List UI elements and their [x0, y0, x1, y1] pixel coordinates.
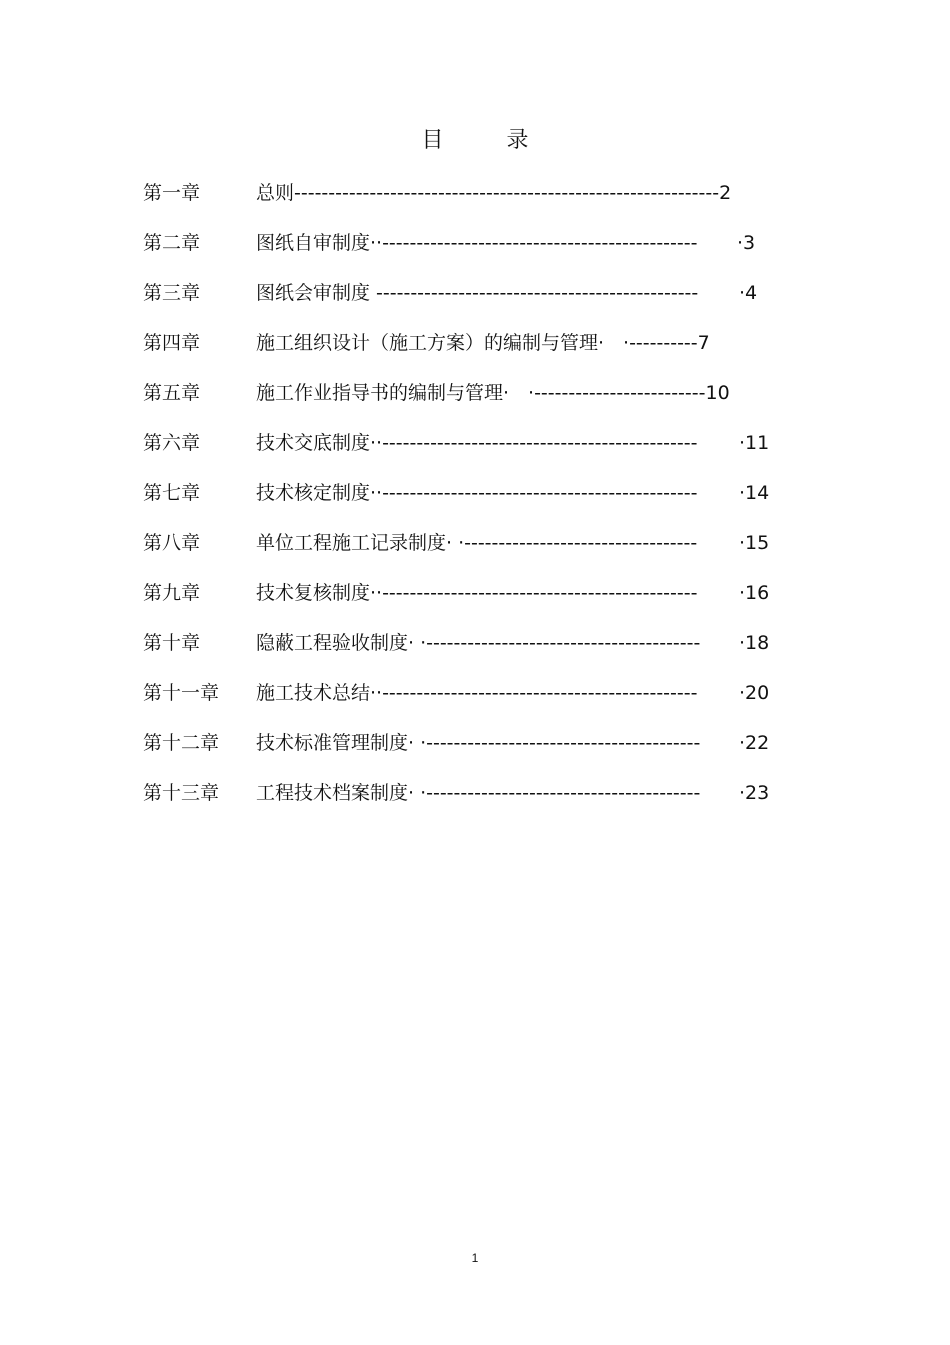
toc-entry: 图纸自审制度··----------------------------------------------: [256, 232, 698, 254]
toc-chapter: 第十章: [143, 632, 201, 654]
toc-chapter: 第九章: [143, 582, 201, 604]
toc-row: [143, 726, 783, 776]
toc-entry: 施工组织设计（施工方案）的编制与管理· ·----------7: [256, 332, 710, 354]
toc-chapter: 第四章: [143, 332, 201, 354]
toc-row: [143, 526, 783, 576]
toc-row: [143, 476, 783, 526]
toc-row: [143, 326, 783, 376]
toc-row: [143, 276, 783, 326]
toc-chapter: 第六章: [143, 432, 201, 454]
toc-row: [143, 776, 783, 826]
toc-chapter: 第八章: [143, 532, 201, 554]
toc-page: ·3: [737, 232, 756, 254]
toc-chapter: 第十三章: [143, 782, 220, 804]
toc-page: ·4: [739, 282, 758, 304]
toc-entry: 单位工程施工记录制度· ·----------------------------------: [256, 532, 698, 554]
toc-page: ·23: [739, 782, 770, 804]
toc-entry: 技术交底制度··----------------------------------------------: [256, 432, 698, 454]
toc-entry: 图纸会审制度 -----------------------------------------------: [256, 282, 699, 304]
toc-list: [143, 176, 783, 826]
toc-page: ·22: [739, 732, 770, 754]
toc-row: [143, 676, 783, 726]
toc-entry: 施工作业指导书的编制与管理· ·-------------------------10: [256, 382, 730, 404]
toc-chapter: 第十一章: [143, 682, 220, 704]
toc-entry: 技术核定制度··----------------------------------------------: [256, 482, 698, 504]
toc-row: [143, 626, 783, 676]
toc-chapter: 第五章: [143, 382, 201, 404]
toc-row: [143, 376, 783, 426]
toc-chapter: 第十二章: [143, 732, 220, 754]
toc-page: ·11: [739, 432, 770, 454]
toc-chapter: 第一章: [143, 182, 201, 204]
toc-entry: 技术标准管理制度· ·----------------------------------------: [256, 732, 701, 754]
toc-page: ·20: [739, 682, 770, 704]
toc-chapter: 第三章: [143, 282, 201, 304]
toc-entry: 总则--------------------------------------------------------------2: [256, 182, 732, 204]
toc-entry: 技术复核制度··----------------------------------------------: [256, 582, 698, 604]
toc-page: ·14: [739, 482, 770, 504]
toc-entry: 工程技术档案制度· ·----------------------------------------: [256, 782, 701, 804]
toc-entry: 隐蔽工程验收制度· ·----------------------------------------: [256, 632, 701, 654]
toc-page: ·18: [739, 632, 770, 654]
toc-page: ·16: [739, 582, 770, 604]
toc-row: [143, 226, 783, 276]
page-number: 1: [471, 1251, 479, 1265]
toc-row: [143, 176, 783, 226]
toc-entry: 施工技术总结··----------------------------------------------: [256, 682, 698, 704]
toc-title: 目 录: [421, 128, 557, 153]
toc-chapter: 第二章: [143, 232, 201, 254]
toc-page: ·15: [739, 532, 770, 554]
toc-row: [143, 576, 783, 626]
toc-row: [143, 426, 783, 476]
toc-chapter: 第七章: [143, 482, 201, 504]
